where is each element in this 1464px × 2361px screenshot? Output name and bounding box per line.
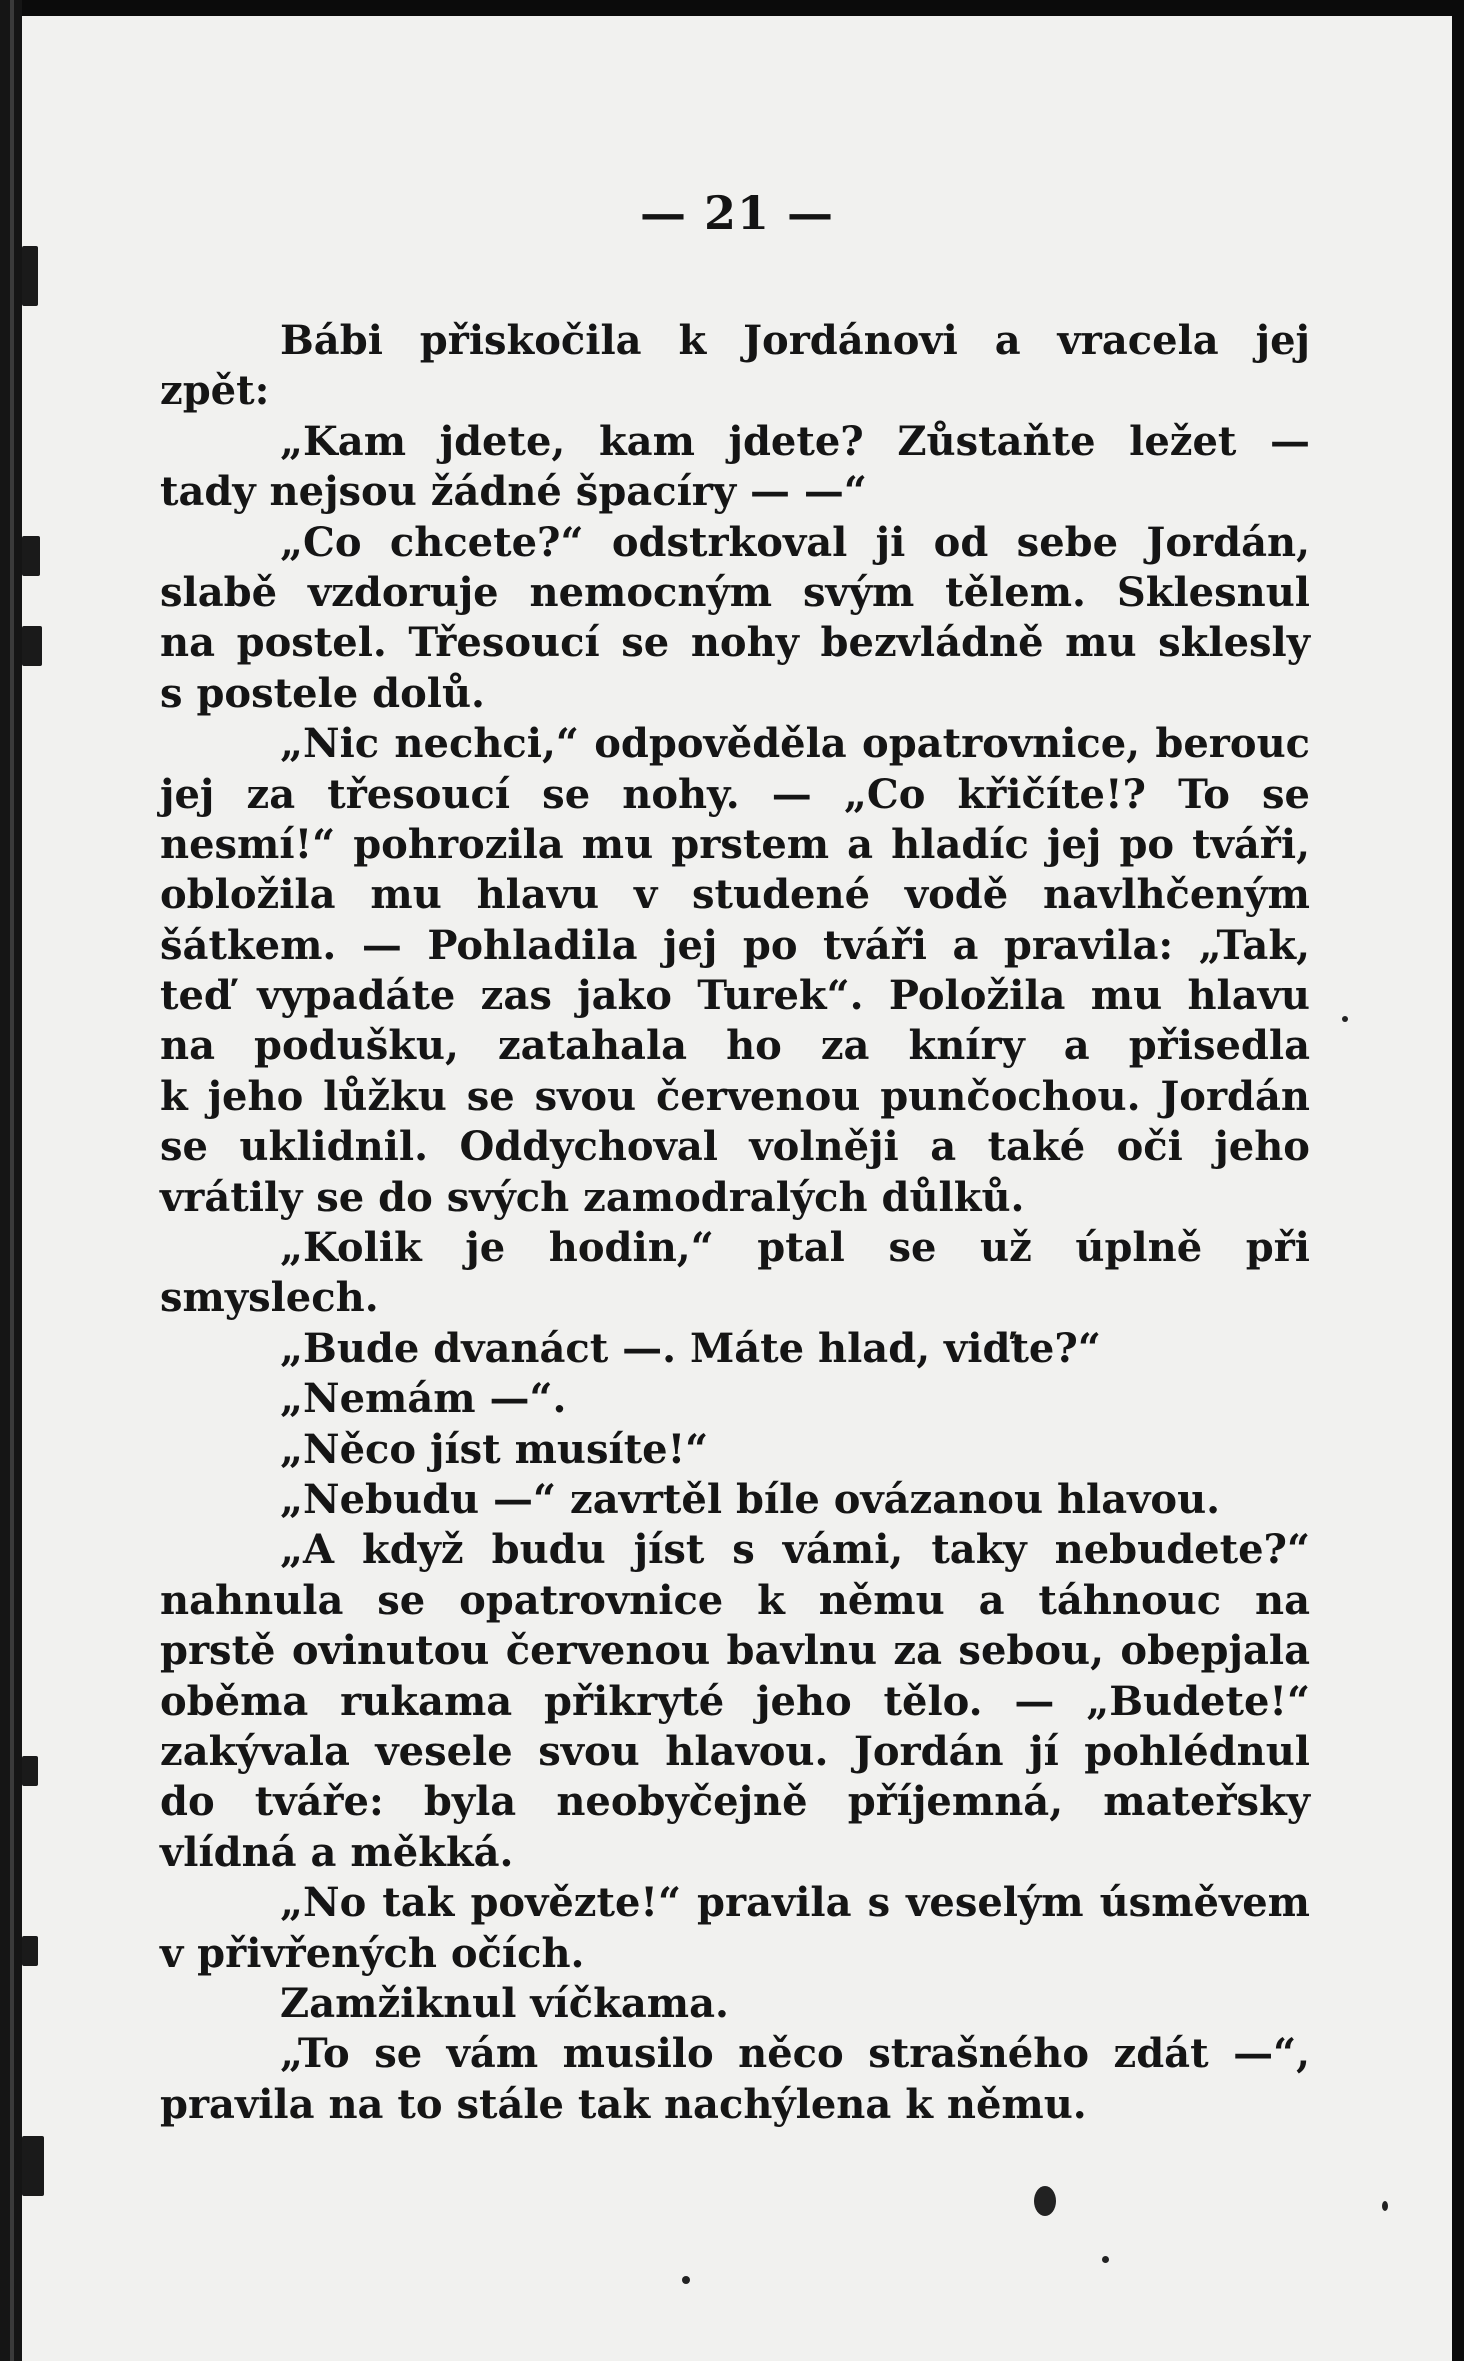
text-line: slabě vzdoruje nemocným svým tělem. Sklesnul <box>160 568 1310 616</box>
text-line: „Nebudu —“ zavrtěl bíle ovázanou hlavou. <box>280 1475 1221 1523</box>
text-line: s postele dolů. <box>160 669 485 717</box>
text-line: pravila na to stále tak nachýlena k němu. <box>160 2080 1087 2128</box>
text-line: „A když budu jíst s vámi, taky nebudete?“ <box>280 1526 1310 1574</box>
edge-mark <box>22 1756 38 1786</box>
book-spine-edge <box>0 0 22 2361</box>
spine-line <box>10 0 14 2361</box>
text-line: smyslech. <box>160 1274 379 1322</box>
text-line: obložila mu hlavu v studené vodě navlhčeným <box>160 871 1310 919</box>
text-line: „No tak povězte!“ pravila s veselým úsměvem <box>280 1879 1310 1927</box>
text-line: zakývala vesele svou hlavou. Jordán jí pohlédnul <box>160 1727 1310 1775</box>
ink-speck <box>1382 2201 1388 2211</box>
body-text <box>160 316 1310 2130</box>
edge-mark <box>22 2136 44 2196</box>
text-line: prstě ovinutou červenou bavlnu za sebou, obepjala <box>160 1627 1310 1675</box>
text-line: „Co chcete?“ odstrkoval ji od sebe Jordán, <box>280 518 1310 566</box>
text-line: „Nemám —“. <box>280 1375 567 1423</box>
text-line: zpět: <box>160 367 270 415</box>
edge-mark <box>22 246 38 306</box>
page-number: — 21 — <box>639 186 835 240</box>
text-line: do tváře: byla neobyčejně příjemná, mateřsky <box>160 1778 1310 1826</box>
ink-speck <box>1102 2256 1109 2263</box>
text-line: na postel. Třesoucí se nohy bezvládně mu sklesly <box>160 619 1310 667</box>
edge-mark <box>22 626 42 666</box>
text-line: jej za třesoucí se nohy. — „Co křičíte!? To se <box>160 770 1310 818</box>
edge-mark <box>22 1936 38 1966</box>
text-line: na podušku, zatahala ho za kníry a přisedla <box>160 1022 1310 1070</box>
text-line: teď vypadáte zas jako Turek“. Položila mu hlavu <box>160 972 1310 1020</box>
text-line: „To se vám musilo něco strašného zdát —“, <box>280 2030 1310 2078</box>
text-line: oběma rukama přikryté jeho tělo. — „Budete!“ <box>160 1677 1310 1725</box>
text-line: tady nejsou žádné špacíry — —“ <box>160 468 867 516</box>
text-line: vrátily se do svých zamodralých důlků. <box>160 1173 1025 1221</box>
text-line: „Něco jíst musíte!“ <box>280 1425 709 1473</box>
text-line: Zamžiknul víčkama. <box>280 1979 729 2027</box>
text-line: Bábi přiskočila k Jordánovi a vracela jej <box>280 317 1310 364</box>
text-line: nahnula se opatrovnice k němu a táhnouc na <box>160 1576 1310 1624</box>
book-page <box>22 16 1452 2361</box>
text-line: „Kam jdete, kam jdete? Zůstaňte ležet — <box>280 417 1310 465</box>
text-line: „Kolik je hodin,“ ptal se už úplně při <box>280 1224 1310 1272</box>
text-line: „Bude dvanáct —. Máte hlad, viďte?“ <box>280 1324 1101 1372</box>
text-line: nesmí!“ pohrozila mu prstem a hladíc jej po tváři, <box>160 820 1310 868</box>
text-line: „Nic nechci,“ odpověděla opatrovnice, berouc <box>280 720 1310 768</box>
text-line: se uklidnil. Oddychoval volněji a také oči jeho <box>160 1123 1310 1171</box>
text-line: vlídná a měkká. <box>160 1828 514 1876</box>
text-line: v přivřených očích. <box>160 1929 585 1977</box>
ink-speck <box>682 2276 690 2284</box>
ink-speck <box>1342 1016 1348 1022</box>
ink-speck <box>1034 2186 1056 2216</box>
text-line: k jeho lůžku se svou červenou punčochou. Jordán <box>160 1072 1310 1120</box>
edge-mark <box>22 536 40 576</box>
text-line: šátkem. — Pohladila jej po tváři a pravila: „Tak, <box>160 921 1310 969</box>
